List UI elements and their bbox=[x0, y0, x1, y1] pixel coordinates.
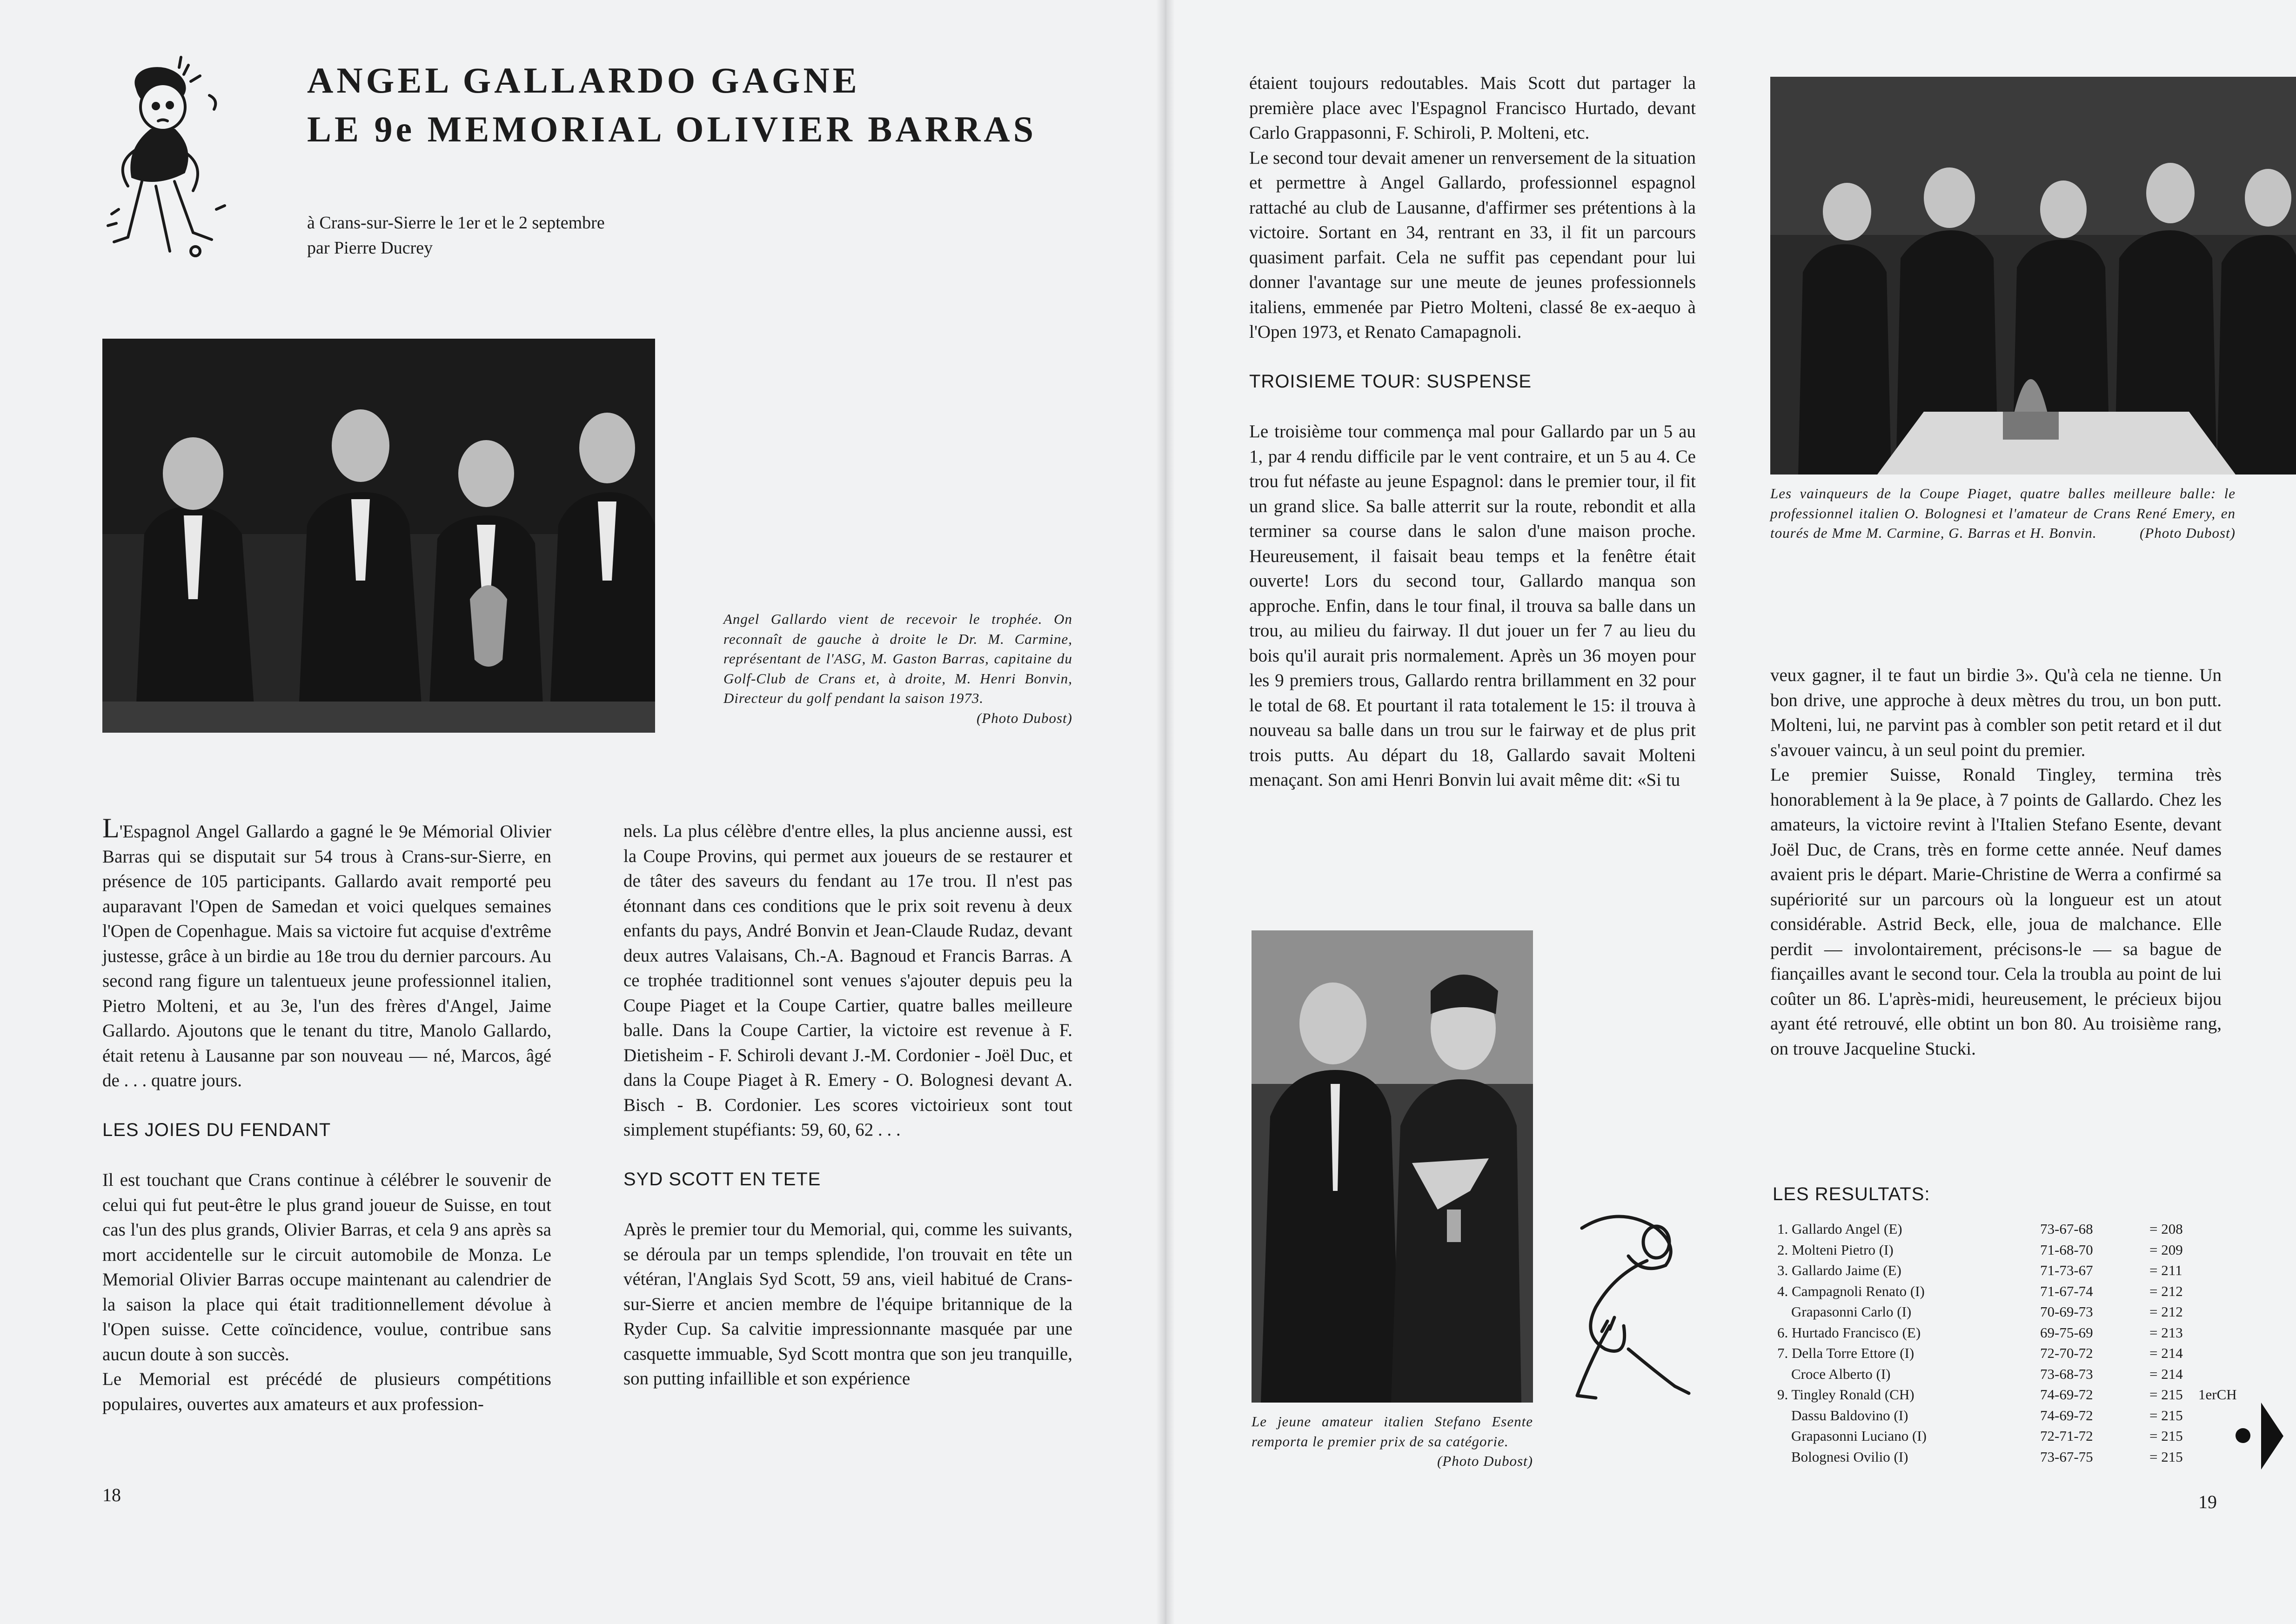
result-total: = 214 bbox=[2149, 1365, 2183, 1382]
results-table bbox=[1777, 1219, 2237, 1467]
col4-paragraph-1: veux gagner, il te faut un birdie 3». Qu'à cela ne tienne. Un bon drive, une approche à deux mètres du trou, un bon putt. Molteni, lui, ne parvint pas à combler son petit retard et il dut s'avouer vaincu, à un seul point du premier. bbox=[1770, 665, 2222, 760]
col2-paragraph-2: Après le premier tour du Memorial, qui, comme les suivants, se déroula par un temps splendide, l'on trouvait en tête un vétéran, l'Anglais Syd Scott, 59 ans, vieil habitué de Crans-sur-Sierre et ancien membre de l'équipe britannique de la Ryder Cup. Sa calvitie impressionnante masquée par une casquette immuable, Syd Scott montra que son jeu tranquille, son putting infaillible et son expérience bbox=[623, 1219, 1072, 1389]
subheading-les-joies-du-fendant: LES JOIES DU FENDANT bbox=[102, 1120, 331, 1140]
continuation-dot-icon bbox=[2236, 1428, 2250, 1443]
photo3-caption bbox=[1252, 1412, 1533, 1471]
result-rounds: 74-69-72 bbox=[2040, 1407, 2093, 1424]
golfer-swing-doodle bbox=[1563, 1210, 1703, 1405]
next-page-arrow-icon bbox=[2261, 1403, 2283, 1470]
article-title-line1: ANGEL GALLARDO GAGNE bbox=[307, 60, 860, 100]
result-total: = 211 bbox=[2149, 1262, 2182, 1278]
result-rounds: 73-68-73 bbox=[2040, 1365, 2093, 1382]
result-rounds: 72-71-72 bbox=[2040, 1428, 2093, 1444]
photo-stefano-esente bbox=[1252, 930, 1533, 1403]
drop-cap: L bbox=[102, 813, 120, 843]
result-player: 3. Gallardo Jaime (E) bbox=[1777, 1262, 1901, 1278]
result-total: = 212 bbox=[2149, 1283, 2183, 1299]
result-total: = 208 bbox=[2149, 1221, 2183, 1237]
golfer-cartoon-illustration bbox=[100, 56, 258, 270]
photo-coupe-piaget-winners bbox=[1770, 77, 2296, 475]
result-player: 6. Hurtado Francisco (E) bbox=[1777, 1324, 1921, 1341]
article-column-2 bbox=[623, 819, 1072, 1391]
col2-paragraph-1: nels. La plus célèbre d'entre elles, la plus ancienne aussi, est la Coupe Provins, qui permet aux joueurs de se restaurer et de tâter des saveurs du fendant au 17e trou. Il n'est pas étonnant dans ces conditions que le prix soit revenu à deux enfants du pays, André Bonvin et Jean-Claude Rudaz, devant deux autres Valaisans, Ch.-A. Bagnoud et Francis Barras. A ce trophée traditionnel sont venues s'ajouter depuis peu la Coupe Piaget et la Coupe Cartier, quatre balles meilleure balle. Dans la Coupe Cartier, la victoire est revenue à F. Dietisheim - F. Schiroli devant J.-M. Cordonier - Joël Duc, et dans la Coupe Piaget à R. Emery - O. Bolognesi devant A. Bisch - B. Cordonier. Les scores victoirieux sont tout simplement stupéfiants: 59, 60, 62 . . . bbox=[623, 821, 1072, 1140]
article-title-line2: LE 9e MEMORIAL OLIVIER BARRAS bbox=[307, 109, 1037, 149]
result-total: = 213 bbox=[2149, 1324, 2183, 1341]
photo-trophy-presentation bbox=[102, 339, 655, 733]
subheading-syd-scott-en-tete: SYD SCOTT EN TETE bbox=[623, 1169, 821, 1190]
page-number-left: 18 bbox=[102, 1484, 121, 1505]
result-rounds: 72-70-72 bbox=[2040, 1345, 2093, 1361]
col1-paragraph-1: L'Espagnol Angel Gallardo a gagné le 9e Mémorial Olivier Barras qui se disputait sur 54 trous à Crans-sur-Sierre, en présence de 105 participants. Gallardo avait remporté peu auparavant l'Open de Samedan et voici quelques semaines l'Open de Copenhague. Mais sa victoire fut acquise d'extrême justesse, grâce à un birdie au 18e trou du dernier parcours. Au second rang figure un talentueux jeune professionnel italien, Pietro Molteni, et au 3e, l'un des frères d'Angel, Jaime Gallardo. Ajoutons que le tenant du titre, Manolo Gallardo, était retenu à Lausanne par son nouveau — né, Marcos, âgé de . . . quatre jours. bbox=[102, 813, 551, 1090]
results-row bbox=[1777, 1447, 2205, 1468]
result-player: 2. Molteni Pietro (I) bbox=[1777, 1241, 1894, 1258]
col4-paragraph-2: Le premier Suisse, Ronald Tingley, termina très honorablement à la 9e place, à 7 points de Gallardo. Chez les amateurs, la victoire revint à l'Italien Stefano Esente, devant Joël Duc, de Crans, très en forme cette année. Neuf dames avaient pris le départ. Marie-Christine de Werra a confirmé sa supériorité sur un parcours où la longueur est un atout considérable. Astrid Beck, elle, joua de malchance. Elle perdit — involontairement, précisons-le — sa bague de fiançailles avant le second tour. Cela la troubla au point de lui coûter un 86. L'après-midi, heureusement, le précieux bijou ayant été retrouvé, elle obtint un bon 80. Au troisième rang, on trouve Jacqueline Stucki. bbox=[1770, 765, 2222, 1059]
subheading-troisieme-tour: TROISIEME TOUR: SUSPENSE bbox=[1249, 371, 1532, 392]
col1-paragraph-2: Il est touchant que Crans continue à célébrer le souvenir de celui qui fut peut-être le plus grand joueur de Suisse, en tout cas l'un des plus grands, Olivier Barras, et cela 9 ans après sa mort accidentelle sur le circuit automobile de Monza. Le Memorial Olivier Barras occupe maintenant au calendrier de la saison la place qui était traditionnellement dévolue à l'Open suisse. Cette coïncidence, voulue, contribue sans aucun doute à son succès. bbox=[102, 1170, 551, 1364]
result-total: = 214 bbox=[2149, 1345, 2183, 1361]
results-row bbox=[1777, 1426, 2205, 1447]
col1-paragraph-3: Le Memorial est précédé de plusieurs compétitions populaires, ouvertes aux amateurs et aux profession- bbox=[102, 1369, 551, 1414]
page-gutter bbox=[1156, 0, 1175, 1624]
col3-paragraph-2: Le second tour devait amener un renversement de la situation et permettre à Angel Gallardo, professionnel espagnol rattaché au club de Lausanne, d'affirmer ses prétentions à la victoire. Sortant en 34, rentrant en 33, il fit un parcours quasiment parfait. Cela ne suffit pas cependant pour lui donner l'avantage sur une meute de jeunes professionnels italiens, emmenée par Pietro Molteni, classé 8e ex-aequo à l'Open 1973, et Renato Camapagnoli. bbox=[1249, 147, 1696, 342]
results-row bbox=[1777, 1323, 2205, 1343]
article-byline: par Pierre Ducrey bbox=[307, 238, 433, 258]
result-player: 7. Della Torre Ettore (I) bbox=[1777, 1345, 1914, 1361]
results-row bbox=[1777, 1364, 2205, 1385]
results-row bbox=[1777, 1302, 2205, 1323]
photo2-caption bbox=[1770, 484, 2236, 543]
result-rounds: 69-75-69 bbox=[2040, 1324, 2093, 1341]
result-player: 1. Gallardo Angel (E) bbox=[1777, 1221, 1902, 1237]
results-row bbox=[1777, 1260, 2205, 1281]
results-row bbox=[1777, 1343, 2205, 1364]
col3-paragraph-3: Le troisième tour commença mal pour Gallardo par un 5 au 1, par 4 rendu difficile par le vent contraire, et un 5 au 4. Ce trou fut néfaste au jeune Espagnol: dans le premier tour, il fit un grand slice. Sa balle atterrit sur la route, rebondit et alla terminer sa course dans le salon d'une maison proche. Heureusement, il faisait beau temps et la fenêtre était ouverte! Lors du second tour, Gallardo manqua son approche. Enfin, dans le tour final, il trouva sa balle dans un trou, au milieu du fairway. Il dut jouer un fer 7 au lieu du bois qu'il aurait pris normalement. Après un 36 moyen pour les 9 premiers trous, Gallardo rentra brillamment en 32 pour le total de 68. Et pourtant il rata totalement le 15: il trouva à nouveau sa balle dans un trou sur le fairway et de plus prit trois putts. Au départ du 18, Gallardo savait Molteni menaçant. Son ami Henri Bonvin lui avait même dit: «Si tu bbox=[1249, 421, 1696, 790]
result-total: = 215 bbox=[2149, 1448, 2183, 1465]
result-player: 9. Tingley Ronald (CH) bbox=[1777, 1386, 1914, 1403]
result-player: Croce Alberto (I) bbox=[1791, 1365, 1891, 1382]
page-number-right: 19 bbox=[2198, 1491, 2217, 1512]
photo1-credit: (Photo Dubost) bbox=[976, 709, 1072, 726]
result-player: Grapasonni Luciano (I) bbox=[1791, 1428, 1927, 1444]
result-player: Dassu Baldovino (I) bbox=[1791, 1407, 1908, 1424]
article-column-1 bbox=[102, 813, 551, 1417]
photo3-caption-text: Le jeune amateur italien Stefano Esente remporta le premier prix de sa catégorie. bbox=[1252, 1413, 1533, 1450]
results-row bbox=[1777, 1281, 2205, 1302]
result-player: Grapasonni Carlo (I) bbox=[1791, 1303, 1912, 1320]
photo2-caption-text: Les vainqueurs de la Coupe Piaget, quatre balles meilleure balle: le professionnel italien O. Bolognesi et l'amateur de Crans René Emery, en tourés de Mme M. Carmine, G. Barras et H. Bonvin. bbox=[1770, 485, 2236, 541]
result-player: Bolognesi Ovilio (I) bbox=[1791, 1448, 1908, 1465]
result-rounds: 73-67-75 bbox=[2040, 1448, 2093, 1465]
result-note: 1erCH bbox=[2198, 1386, 2237, 1403]
result-rounds: 71-73-67 bbox=[2040, 1262, 2093, 1278]
results-row bbox=[1777, 1384, 2237, 1405]
article-column-4 bbox=[1770, 663, 2222, 1061]
result-total: = 215 bbox=[2149, 1386, 2183, 1403]
photo2-credit: (Photo Dubost) bbox=[2139, 525, 2236, 541]
results-heading: LES RESULTATS: bbox=[1773, 1184, 1930, 1204]
results-row bbox=[1777, 1219, 2205, 1240]
article-location: à Crans-sur-Sierre le 1er et le 2 septembre bbox=[307, 213, 605, 233]
result-total: = 215 bbox=[2149, 1407, 2183, 1424]
result-rounds: 71-68-70 bbox=[2040, 1241, 2093, 1258]
col3-paragraph-1: étaient toujours redoutables. Mais Scott dut partager la première place avec l'Espagnol Francisco Hurtado, devant Carlo Grappasonni, F. Schiroli, P. Molteni, etc. bbox=[1249, 73, 1696, 143]
photo1-caption bbox=[723, 609, 1072, 728]
result-rounds: 71-67-74 bbox=[2040, 1283, 2093, 1299]
result-rounds: 74-69-72 bbox=[2040, 1386, 2093, 1403]
photo3-credit: (Photo Dubost) bbox=[1437, 1453, 1533, 1469]
results-row bbox=[1777, 1405, 2205, 1426]
result-rounds: 70-69-73 bbox=[2040, 1303, 2093, 1320]
photo1-caption-text: Angel Gallardo vient de recevoir le trophée. On reconnaît de gauche à droite le Dr. M. Carmine, représentant de l'ASG, M. Gaston Barras, capitaine du Golf-Club de Crans et, à droite, M. Henri Bonvin, Directeur du golf pendant la saison 1973. bbox=[723, 611, 1072, 706]
result-total: = 209 bbox=[2149, 1241, 2183, 1258]
article-column-3 bbox=[1249, 71, 1696, 793]
result-rounds: 73-67-68 bbox=[2040, 1221, 2093, 1237]
result-player: 4. Campagnoli Renato (I) bbox=[1777, 1283, 1925, 1299]
result-total: = 212 bbox=[2149, 1303, 2183, 1320]
results-row bbox=[1777, 1240, 2205, 1261]
result-total: = 215 bbox=[2149, 1428, 2183, 1444]
